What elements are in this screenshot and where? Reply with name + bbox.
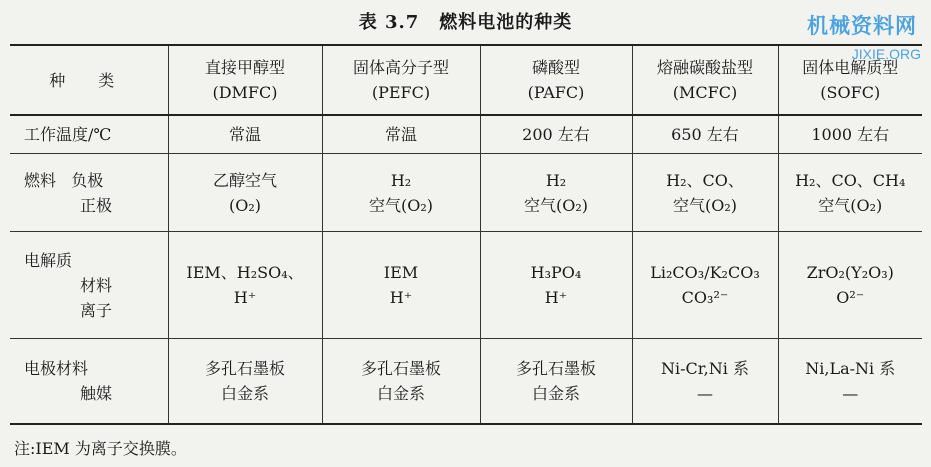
row-label-main: 燃料 bbox=[24, 170, 57, 190]
cell-line: Ni,La-Ni 系 bbox=[805, 359, 896, 378]
cell-line: 乙醇空气 bbox=[212, 170, 277, 190]
table-cell bbox=[778, 232, 922, 339]
table-cell bbox=[480, 232, 632, 339]
cell-line: H⁺ bbox=[233, 288, 257, 307]
cell-line: — bbox=[842, 384, 859, 403]
table-cell bbox=[632, 339, 778, 425]
row-label-main: 电解质 bbox=[24, 250, 73, 270]
cell-line: H₂、CO、CH₄ bbox=[795, 170, 906, 190]
header-sofc bbox=[778, 45, 922, 115]
header-pefc bbox=[322, 45, 480, 115]
cell-line: 白金系 bbox=[220, 384, 269, 403]
header-type-abbr: (PAFC) bbox=[527, 83, 585, 102]
cell-line: H₂、CO、 bbox=[666, 170, 744, 190]
cell-line: H⁺ bbox=[544, 288, 568, 307]
header-dmfc bbox=[168, 45, 322, 115]
table-row-electrolyte bbox=[10, 232, 922, 339]
row-label-fuel bbox=[10, 154, 168, 232]
table-cell bbox=[168, 232, 322, 339]
row-label-electrode bbox=[10, 339, 168, 425]
cell-line: Ni-Cr,Ni 系 bbox=[661, 359, 749, 378]
header-mcfc bbox=[632, 45, 778, 115]
table-cell bbox=[778, 154, 922, 232]
watermark-logo: 机械资料网 bbox=[807, 14, 917, 38]
cell-line: 空气(O₂) bbox=[523, 195, 589, 215]
header-pafc bbox=[480, 45, 632, 115]
cell-line: 多孔石墨板 bbox=[360, 359, 441, 378]
cell-line: 空气(O₂) bbox=[368, 195, 434, 215]
table-footnote: 注:IEM 为离子交换膜。 bbox=[14, 439, 187, 458]
table-cell bbox=[322, 154, 480, 232]
header-category: 种 类 bbox=[10, 45, 168, 115]
cell-line: IEM bbox=[383, 263, 419, 282]
table-cell bbox=[322, 232, 480, 339]
cell-line: 白金系 bbox=[376, 384, 425, 403]
table-cell bbox=[632, 154, 778, 232]
cell-line: 空气(O₂) bbox=[818, 195, 883, 215]
cell-line: 多孔石墨板 bbox=[204, 359, 285, 378]
row-label-main: 电极材料 bbox=[24, 359, 89, 378]
cell-line: H₃PO₄ bbox=[530, 263, 582, 282]
header-type-abbr: (PEFC) bbox=[371, 83, 431, 102]
table-cell: 常温 bbox=[322, 115, 480, 154]
table-cell bbox=[322, 339, 480, 425]
table-cell: 1000 左右 bbox=[778, 115, 922, 154]
header-type-name: 磷酸型 bbox=[531, 58, 580, 77]
header-type-abbr: (SOFC) bbox=[820, 83, 881, 102]
watermark-url: JIXIE.ORG bbox=[851, 46, 921, 62]
row-sublabel-cathode: 正极 bbox=[80, 195, 113, 215]
row-sublabel-ion: 离子 bbox=[80, 300, 113, 320]
cell-line: (O₂) bbox=[228, 195, 261, 215]
cell-line: H₂ bbox=[545, 170, 567, 190]
cell-line: IEM、H₂SO₄、 bbox=[186, 263, 304, 282]
cell-line: O²⁻ bbox=[836, 288, 865, 307]
cell-line: 空气(O₂) bbox=[672, 195, 738, 215]
table-cell bbox=[778, 339, 922, 425]
fuel-cell-types-table bbox=[10, 44, 922, 425]
table-row-electrode bbox=[10, 339, 922, 425]
cell-line: H⁺ bbox=[389, 288, 413, 307]
table-row-fuel bbox=[10, 154, 922, 232]
row-label-electrolyte bbox=[10, 232, 168, 339]
header-row bbox=[10, 45, 922, 115]
cell-line: H₂ bbox=[390, 170, 412, 190]
cell-line: ZrO₂(Y₂O₃) bbox=[806, 263, 894, 282]
cell-line: 白金系 bbox=[531, 384, 580, 403]
header-type-name: 固体电解质型 bbox=[802, 58, 899, 77]
header-type-name: 直接甲醇型 bbox=[204, 58, 285, 77]
cell-line: — bbox=[697, 384, 713, 403]
cell-line: CO₃²⁻ bbox=[681, 288, 729, 307]
row-label-temperature: 工作温度/℃ bbox=[10, 115, 168, 154]
header-type-abbr: (DMFC) bbox=[212, 83, 278, 102]
cell-line: Li₂CO₃/K₂CO₃ bbox=[650, 263, 760, 282]
table-cell: 650 左右 bbox=[632, 115, 778, 154]
table-cell bbox=[480, 154, 632, 232]
table-cell bbox=[168, 154, 322, 232]
row-sublabel-catalyst: 触媒 bbox=[80, 384, 113, 403]
table-number: 表 3.7 bbox=[358, 12, 420, 33]
cell-line: 多孔石墨板 bbox=[515, 359, 596, 378]
table-row-temperature bbox=[10, 115, 922, 154]
table-cell bbox=[480, 339, 632, 425]
table-cell bbox=[168, 339, 322, 425]
row-sublabel-material: 材料 bbox=[80, 275, 113, 295]
table-cell bbox=[632, 232, 778, 339]
table-caption bbox=[0, 8, 931, 34]
row-sublabel-anode: 负极 bbox=[71, 170, 104, 190]
header-type-name: 熔融碳酸盐型 bbox=[656, 58, 753, 77]
table-cell: 常温 bbox=[168, 115, 322, 154]
table-title: 燃料电池的种类 bbox=[439, 12, 573, 33]
header-type-name: 固体高分子型 bbox=[352, 58, 449, 77]
header-type-abbr: (MCFC) bbox=[672, 83, 738, 102]
table-cell: 200 左右 bbox=[480, 115, 632, 154]
